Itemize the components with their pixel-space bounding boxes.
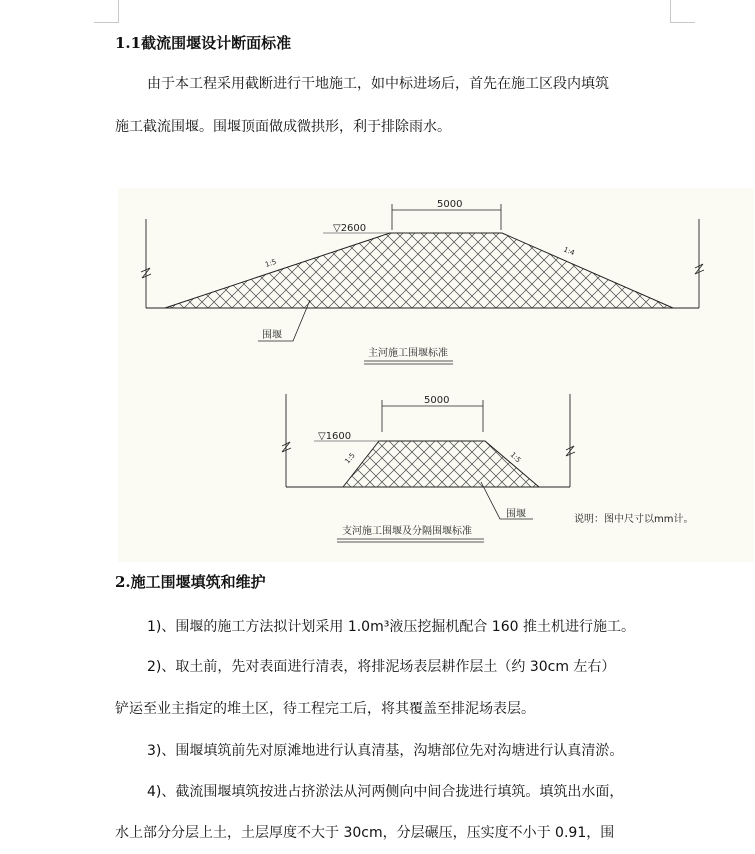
- section-heading-1: 1.1截流围堰设计断面标准: [115, 34, 292, 52]
- branch-dam-body: [343, 441, 539, 487]
- branch-caption: 支河施工围堰及分隔围堰标准: [342, 526, 472, 537]
- list-item: 4)、截流围堰填筑按进占挤淤法从河两侧向中间合拢进行填筑。填筑出水面，: [147, 784, 624, 800]
- list-item: 3)、围堰填筑前先对原滩地进行认真清基，沟塘部位先对沟塘进行认真清淤。: [147, 743, 624, 759]
- main-caption: 主河施工围堰标准: [368, 348, 448, 359]
- break-mark: [141, 268, 151, 278]
- break-mark: [566, 446, 575, 456]
- page-corner-mark-right: [670, 0, 695, 23]
- list-item: 铲运至业主指定的堆土区，待工程完工后，将其覆盖至排泥场表层。: [115, 701, 535, 717]
- drawing-note: 说明：图中尺寸以mm计。: [574, 514, 694, 525]
- list-item: 2)、取土前，先对表面进行清表，将排泥场表层耕作层土（约 30cm 左右）: [147, 659, 616, 675]
- branch-left-slope: 1:5: [343, 451, 357, 466]
- list-item: 水上部分分层上土，土层厚度不大于 30cm，分层碾压，压实度不小于 0.91，围: [115, 825, 615, 841]
- break-mark: [282, 442, 291, 452]
- main-left-slope: 1:5: [264, 257, 278, 269]
- branch-leader-label: 围堰: [506, 509, 526, 520]
- drawing-canvas: [118, 188, 754, 562]
- break-mark: [695, 264, 704, 274]
- branch-elevation: ▽1600: [318, 431, 352, 442]
- paragraph-line: 由于本工程采用截断进行干地施工，如中标进场后，首先在施工区段内填筑: [147, 76, 609, 92]
- cofferdam-section-drawing: [118, 188, 754, 562]
- main-right-slope: 1:4: [562, 245, 576, 258]
- main-leader-label: 围堰: [262, 330, 282, 341]
- section-heading-2: 2.施工围堰填筑和维护: [115, 573, 266, 591]
- page-corner-mark-left: [94, 0, 119, 23]
- main-dam-section: [141, 199, 704, 364]
- main-elevation: ▽2600: [333, 223, 367, 234]
- branch-top-width: 5000: [424, 395, 450, 406]
- paragraph-line: 施工截流围堰。围堰顶面做成微拱形，利于排除雨水。: [115, 119, 451, 135]
- branch-dam-section: [282, 394, 575, 542]
- main-dam-body: [165, 233, 673, 308]
- main-top-width: 5000: [437, 199, 463, 210]
- list-item: 1)、围堰的施工方法拟计划采用 1.0m³液压挖掘机配合 160 推土机进行施工。: [147, 619, 635, 635]
- branch-right-slope: 1:5: [508, 450, 523, 465]
